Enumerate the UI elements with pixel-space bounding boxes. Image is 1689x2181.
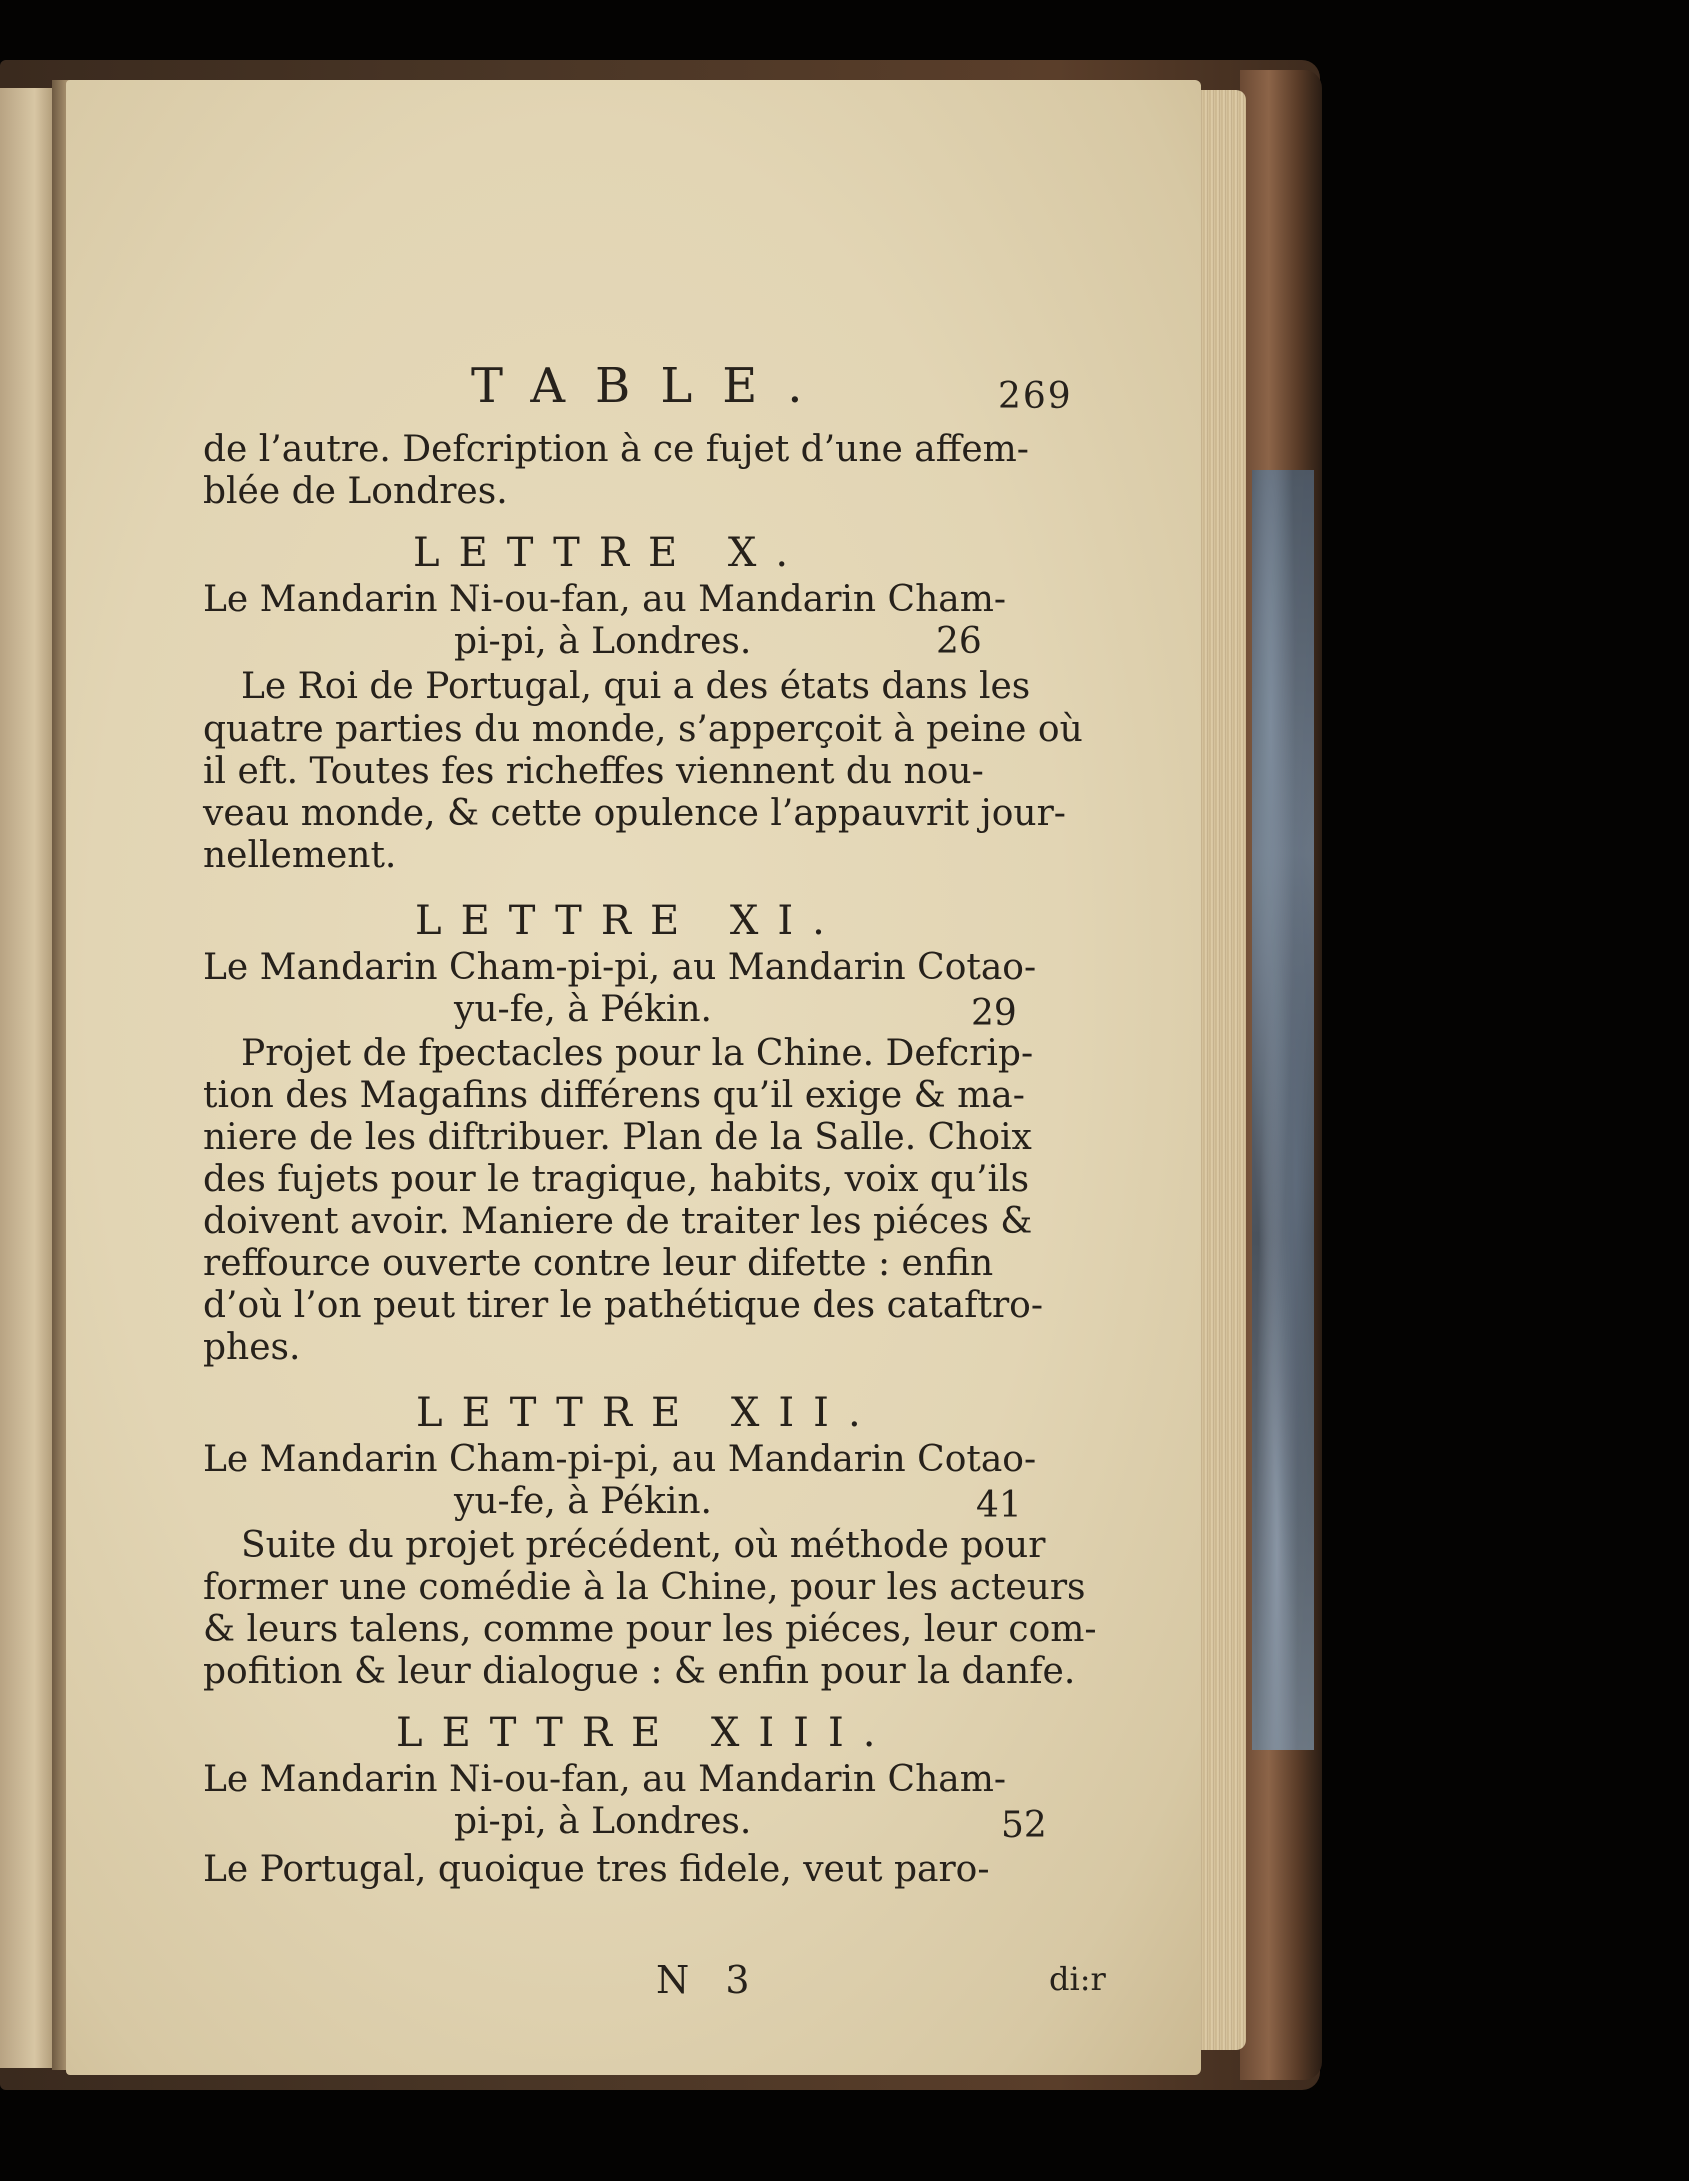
text-line: blée de Londres.	[203, 471, 508, 512]
text-line: Le Mandarin Cham-pi-pi, au Mandarin Cotao-	[203, 947, 1037, 988]
text-line: quatre parties du monde, s’apperçoit à peine où	[203, 709, 1083, 750]
letter-heading: LETTRE XII.	[416, 1390, 880, 1436]
catchword: di:r	[1049, 1960, 1106, 1998]
page-ref: 26	[936, 621, 982, 662]
text-line: doivent avoir. Maniere de traiter les piéces &	[203, 1201, 1033, 1242]
text-line: Le Mandarin Ni-ou-fan, au Mandarin Cham-	[203, 579, 1007, 620]
text-line: reffource ouverte contre leur difette : enfin	[203, 1243, 994, 1284]
text-line: & leurs talens, comme pour les piéces, leur com-	[203, 1609, 1097, 1650]
text-line: des fujets pour le tragique, habits, voix qu’ils	[203, 1159, 1030, 1200]
marbled-endpaper	[1252, 470, 1314, 1750]
text-line: Le Mandarin Cham-pi-pi, au Mandarin Cotao-	[203, 1439, 1037, 1480]
text-line: d’où l’on peut tirer le pathétique des cataftro-	[203, 1285, 1043, 1326]
text-line: tion des Magafins différens qu’il exige & ma-	[203, 1075, 1025, 1116]
page-ref: 41	[976, 1485, 1022, 1526]
text-line: pofition & leur dialogue : & enfin pour la danfe.	[203, 1651, 1076, 1692]
text-line: de l’autre. Defcription à ce fujet d’une affem-	[203, 429, 1029, 470]
text-line: Le Portugal, quoique tres fidele, veut paro-	[203, 1849, 990, 1890]
text-line: pi-pi, à Londres.	[454, 1801, 752, 1842]
text-line: il eft. Toutes fes richeffes viennent du nou-	[203, 751, 984, 792]
signature-mark: N 3	[656, 1958, 762, 2002]
left-page-edge	[0, 88, 58, 2068]
text-line: yu-fe, à Pékin.	[454, 989, 712, 1030]
page-ref: 52	[1001, 1805, 1047, 1846]
page-edges	[1196, 90, 1246, 2050]
letter-heading: LETTRE XIII.	[396, 1710, 895, 1756]
text-line: Le Roi de Portugal, qui a des états dans les	[241, 666, 1031, 707]
letter-heading: LETTRE XI.	[415, 898, 844, 944]
text-line: phes.	[203, 1327, 301, 1368]
page-number: 269	[998, 376, 1073, 417]
text-line: Suite du projet précédent, où méthode pour	[241, 1525, 1046, 1566]
text-line: former une comédie à la Chine, pour les acteurs	[203, 1567, 1086, 1608]
text-line: pi-pi, à Londres.	[454, 621, 752, 662]
text-line: nellement.	[203, 835, 397, 876]
running-head: TABLE.	[471, 358, 833, 414]
text-line: veau monde, & cette opulence l’appauvrit jour-	[203, 793, 1066, 834]
letter-heading: LETTRE X.	[413, 530, 808, 576]
page-ref: 29	[971, 993, 1017, 1034]
text-line: yu-fe, à Pékin.	[454, 1481, 712, 1522]
text-line: Projet de fpectacles pour la Chine. Defcrip-	[241, 1033, 1034, 1074]
text-line: niere de les diftribuer. Plan de la Salle. Choix	[203, 1117, 1032, 1158]
text-line: Le Mandarin Ni-ou-fan, au Mandarin Cham-	[203, 1759, 1007, 1800]
book-page	[66, 80, 1201, 2075]
